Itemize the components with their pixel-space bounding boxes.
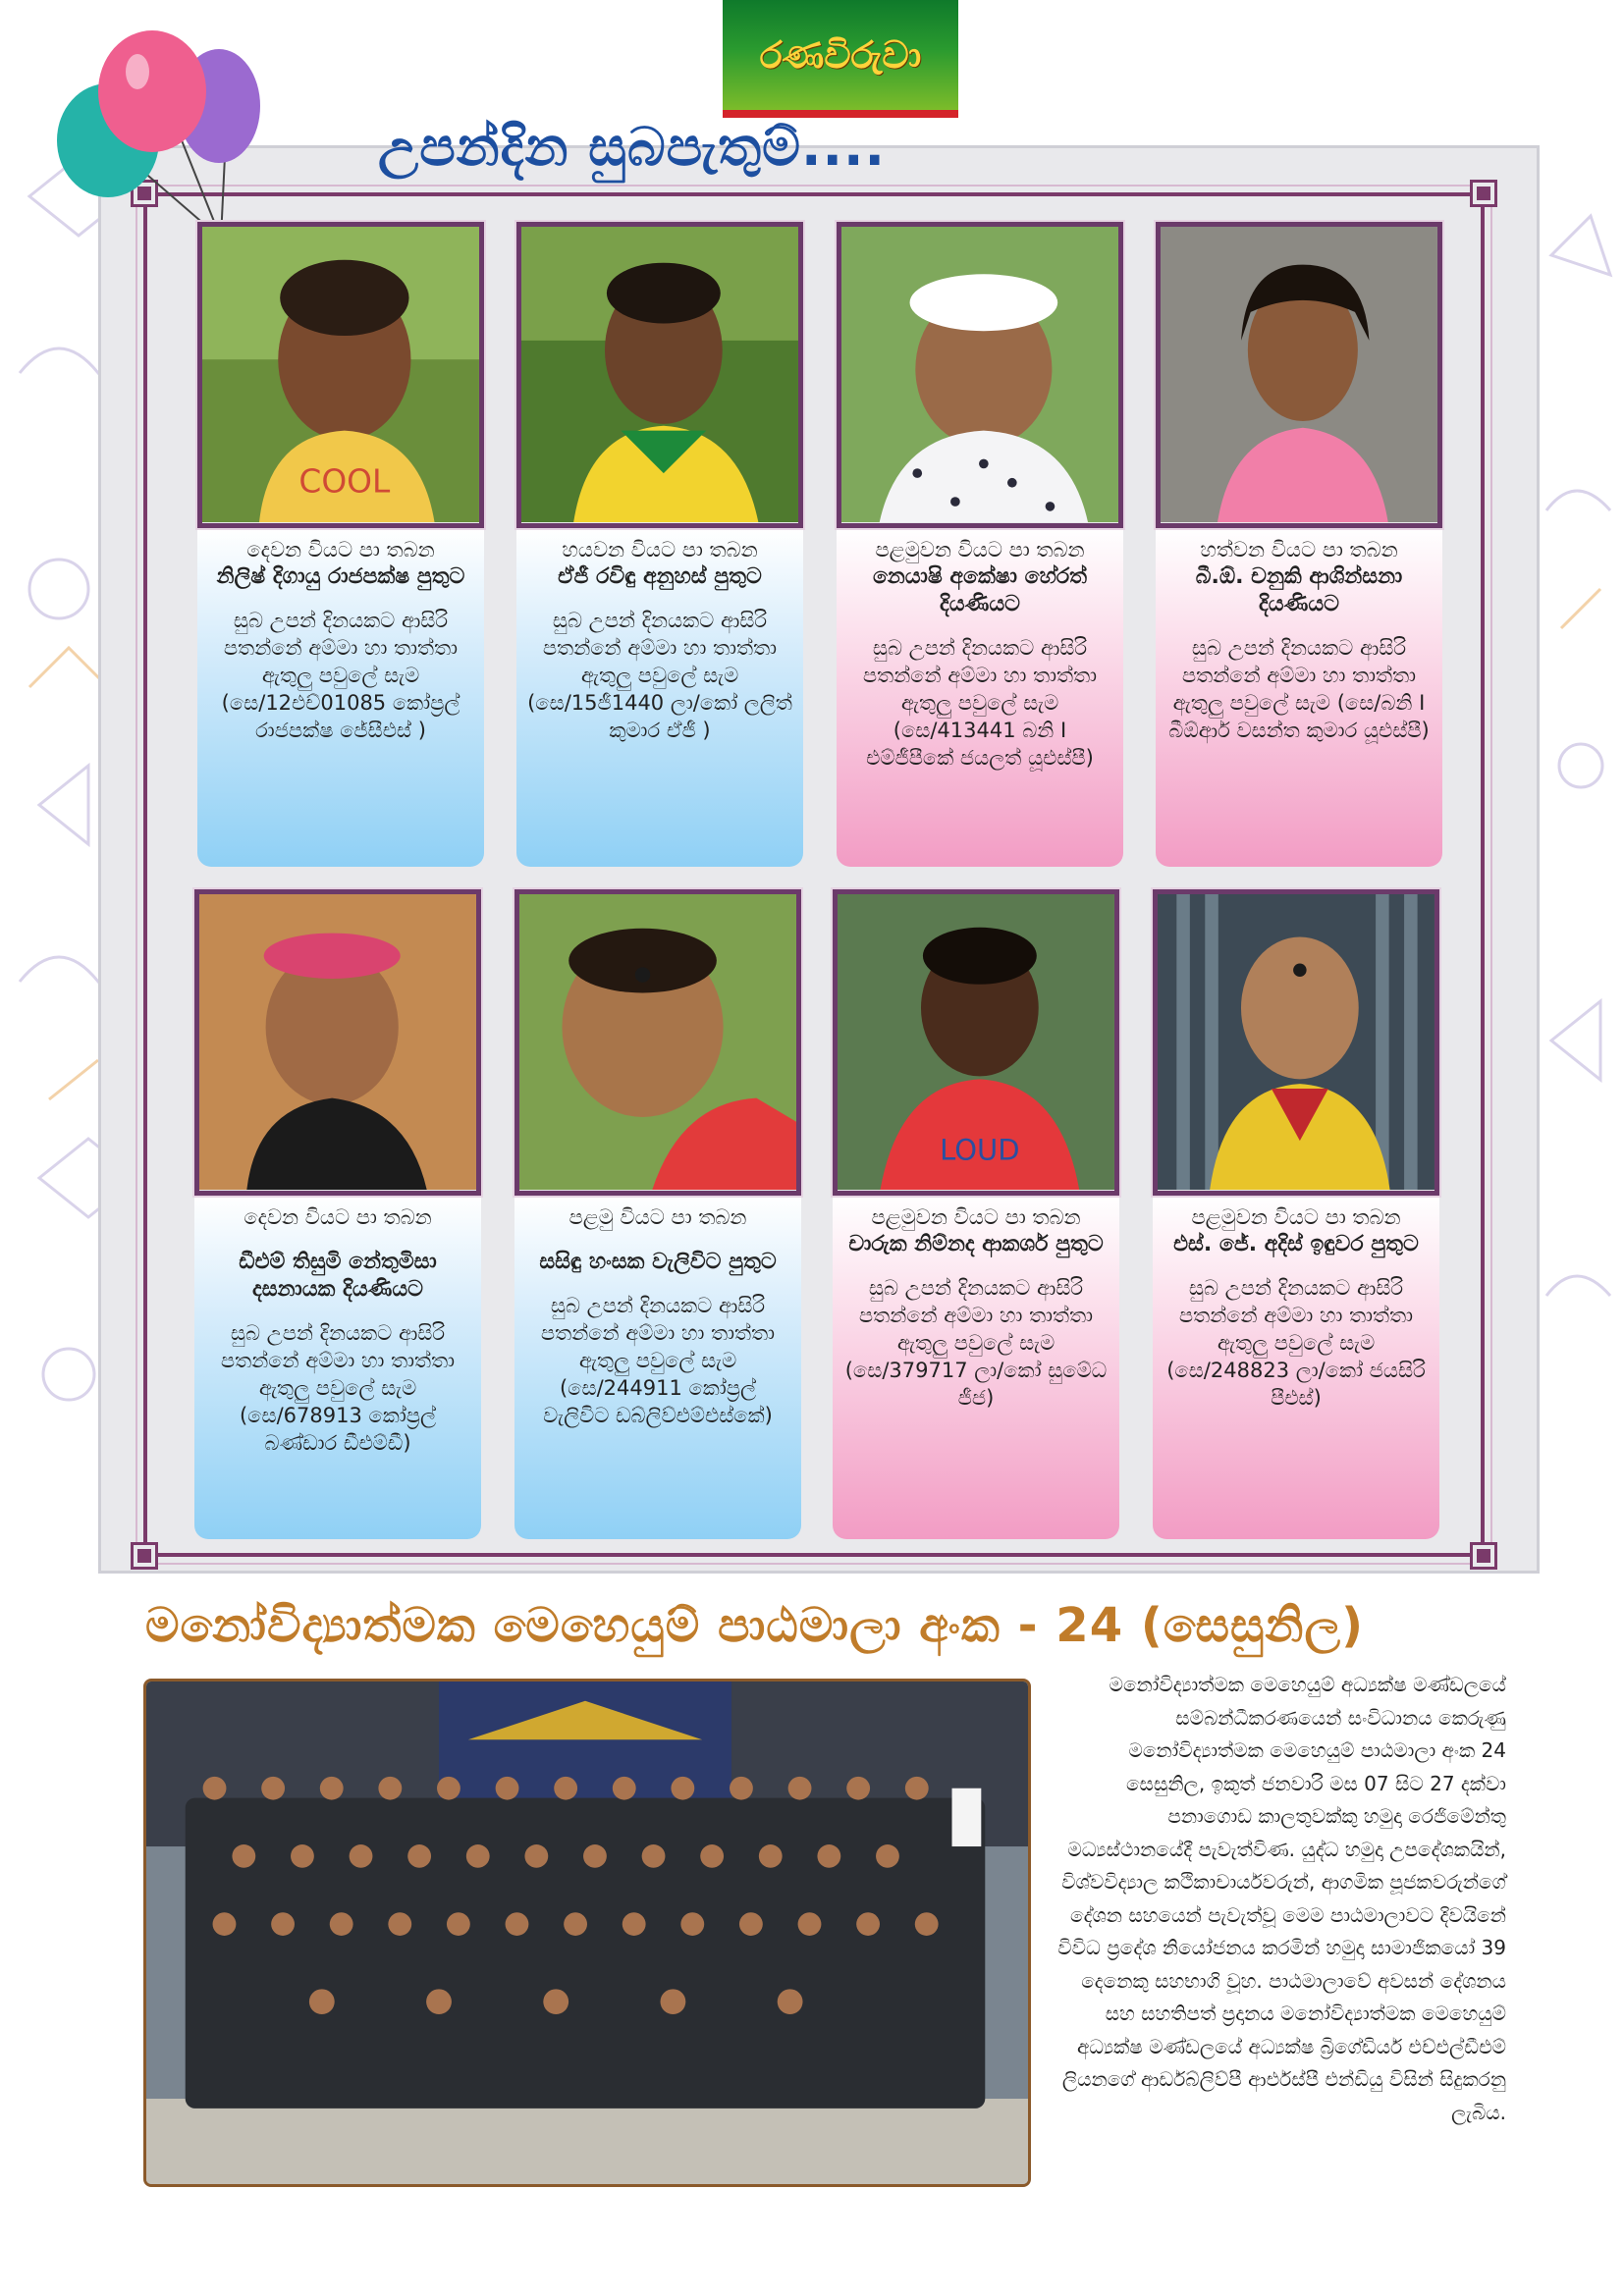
birthday-card [514,889,801,1539]
balloons-icon [54,27,290,253]
frame-corner-ornament [1473,183,1494,204]
svg-text:LOUD: LOUD [940,1133,1020,1167]
masthead-logo [723,0,958,118]
card-wish: සුබ උපන් දිනයකට ආසිරි පතන්නේ අම්මා හා තාත්තා ඇතුලු පවුලේ සැම (සෙ/12එච්01085 කෝප්‍රල් රාජපක්ෂ ජේසීඑස් ) [221,609,460,742]
card-occasion: දෙවන වියට පා තබන [244,1205,432,1229]
birthday-card [194,889,481,1539]
child-photo [197,222,484,528]
card-child-name: බී.ඕ. චනුකි ආශින්සනා දියණියට [1195,564,1403,616]
card-text [514,1196,801,1539]
masthead-title: රණවිරුවා [759,32,922,77]
child-photo [514,889,801,1196]
card-text [194,1196,481,1539]
child-photo [837,222,1123,528]
card-occasion: දෙවන වියට පා තබන [246,538,435,561]
birthday-card [833,889,1119,1539]
card-text [516,528,803,867]
card-wish: සුබ උපන් දිනයකට ආසිරි පතන්නේ අම්මා හා තාත්තා ඇතුලු පවුලේ සැම (සෙ/379717 ලා/කෝ සුමේධ ජීජ) [844,1276,1108,1410]
child-photo [516,222,803,528]
birthday-card [197,222,484,867]
svg-text:COOL: COOL [298,462,391,501]
card-text [833,1196,1119,1539]
card-wish: සුබ උපන් දිනයකට ආසිරි පතන්නේ අම්මා හා තාත්තා ඇතුලු පවුලේ සැම (සෙ/15ජී1440 ලා/කෝ ලලිත් කුමාර ඒජී ) [527,609,792,742]
card-occasion: පළමු වියට පා තබන [568,1205,747,1229]
card-child-name: සසිඳු හංසක වැලිවිට පුතුට [539,1250,777,1274]
card-occasion: පළමුවන වියට පා තබන [871,1205,1081,1229]
birthday-card [837,222,1123,867]
card-child-name: එස්. ජේ. අදිස් ඉඳුවර පුතුට [1173,1232,1419,1256]
card-occasion: පළමුවන වියට පා තබන [875,538,1085,561]
child-photo [194,889,481,1196]
card-child-name: නෙයාෂි අකේෂා හේරත් දියණියට [872,564,1088,616]
card-text [1153,1196,1439,1539]
card-occasion: පළමුවන වියට පා තබන [1191,1205,1401,1229]
card-child-name: ඒජී රවිඳු අනුහස් පුතුට [558,564,762,589]
card-wish: සුබ උපන් දිනයකට ආසිරි පතන්නේ අම්මා හා තාත්තා ඇතුලු පවුලේ සැම (සෙ/678913 කෝප්‍රල් බණ්ඩාර ඩීඑම්ඩී) [220,1321,456,1455]
card-wish: සුබ උපන් දිනයකට ආසිරි පතන්නේ අම්මා හා තාත්තා ඇතුලු පවුලේ සැම (සෙ/248823 ලා/කෝ ජයසිරි පීඑස්) [1166,1276,1426,1410]
card-text [837,528,1123,867]
birthday-card [1156,222,1442,867]
frame-corner-ornament [1473,1545,1494,1567]
card-text [1156,528,1442,867]
card-wish: සුබ උපන් දිනයකට ආසිරි පතන්නේ අම්මා හා තාත්තා ඇතුලු පවුලේ සැම (සෙ/413441 බනි I එම්ජීපීකේ ජයලත් යූඑස්පී) [862,636,1098,770]
card-text [197,528,484,867]
article-body: මනෝවිද්‍යාත්මක මෙහෙයුම් අධ්‍යක්ෂ මණ්ඩලයේ සම්බන්ධීකරණයෙන් සංවිධානය කෙරුණු මනෝවිද්‍යාත්මක මෙහෙයුම් පාඨමාලා අංක 24 සෙසුනිල, ඉකුත් ජනවාරි මස 07 සිට 27 දක්වා පනාගොඩ කාලතුවක්කු හමුදා රෙජිමේන්තු මධ්‍යස්ථානයේදී පැවැත්විණ. යුද්ධ හමුදා උපදේශකයින්, විශ්වවිද්‍යාල කථිකාචාර්යවරුන්, ආගමික පූජකවරුන්ගේ දේශන සහයෙන් පැවැත්වූ මෙම පාඨමාලාවට දිවයිනේ විවිධ ප්‍රදේශ නියෝජනය කරමින් හමුදා සාමාජිකයෝ 39 දෙනෙකු සහභාගි වූහ. පාඨමාලාවේ අවසන් දේශනය සහ සහතිපත් ප්‍රදානය මනෝවිද්‍යාත්මක මෙහෙයුම් අධ්‍යක්ෂ මණ්ඩලයේ අධ්‍යක්ෂ බ්‍රිගේඩියර් එච්එල්ඩීඑම් ලියනගේ ආර්ඩබ්ලිව්පී ආර්එස්පී එන්ඩියු විසින් සිදුකරනු ලැබිය. [1057,1673,1506,2124]
card-wish: සුබ උපන් දිනයකට ආසිරි පතන්නේ අම්මා හා තාත්තා ඇතුලු පවුලේ සැම (සෙ/බනි I බීඕආර් වසන්ත කුමාර යූඑස්පී) [1168,636,1430,742]
child-photo [1153,889,1439,1196]
article-title: මනෝවිද්‍යාත්මක මෙහෙයුම් පාඨමාලා අංක - 24 (සෙසුනිල) [145,1598,1365,1653]
birthday-card [1153,889,1439,1539]
card-child-name: චාරුක නිම්නද ආකර්ශ පුතුට [848,1232,1104,1256]
card-occasion: හත්වන වියට පා තබන [1200,538,1398,561]
card-wish: සුබ උපන් දිනයකට ආසිරි පතන්නේ අම්මා හා තාත්තා ඇතුලු පවුලේ සැම (සෙ/244911 කෝප්‍රල් වැලිවිට ඩබ්ලිව්එම්එස්කේ) [540,1294,776,1427]
frame-corner-ornament [134,1545,155,1567]
group-photo [143,1679,1031,2187]
card-child-name: නිලිෂ් දිගායු රාජපක්ෂ පුතුට [216,564,465,589]
child-photo [833,889,1119,1196]
card-occasion: හයවන වියට පා තබන [562,538,758,561]
child-photo [1156,222,1442,528]
birthday-heading: උපන්දින සුබපැතුම්.... [378,116,887,178]
birthday-card [516,222,803,867]
card-child-name: ඩීඑම් තිසුමි නේතුමිසා දසනායක දියණියට [239,1250,437,1302]
